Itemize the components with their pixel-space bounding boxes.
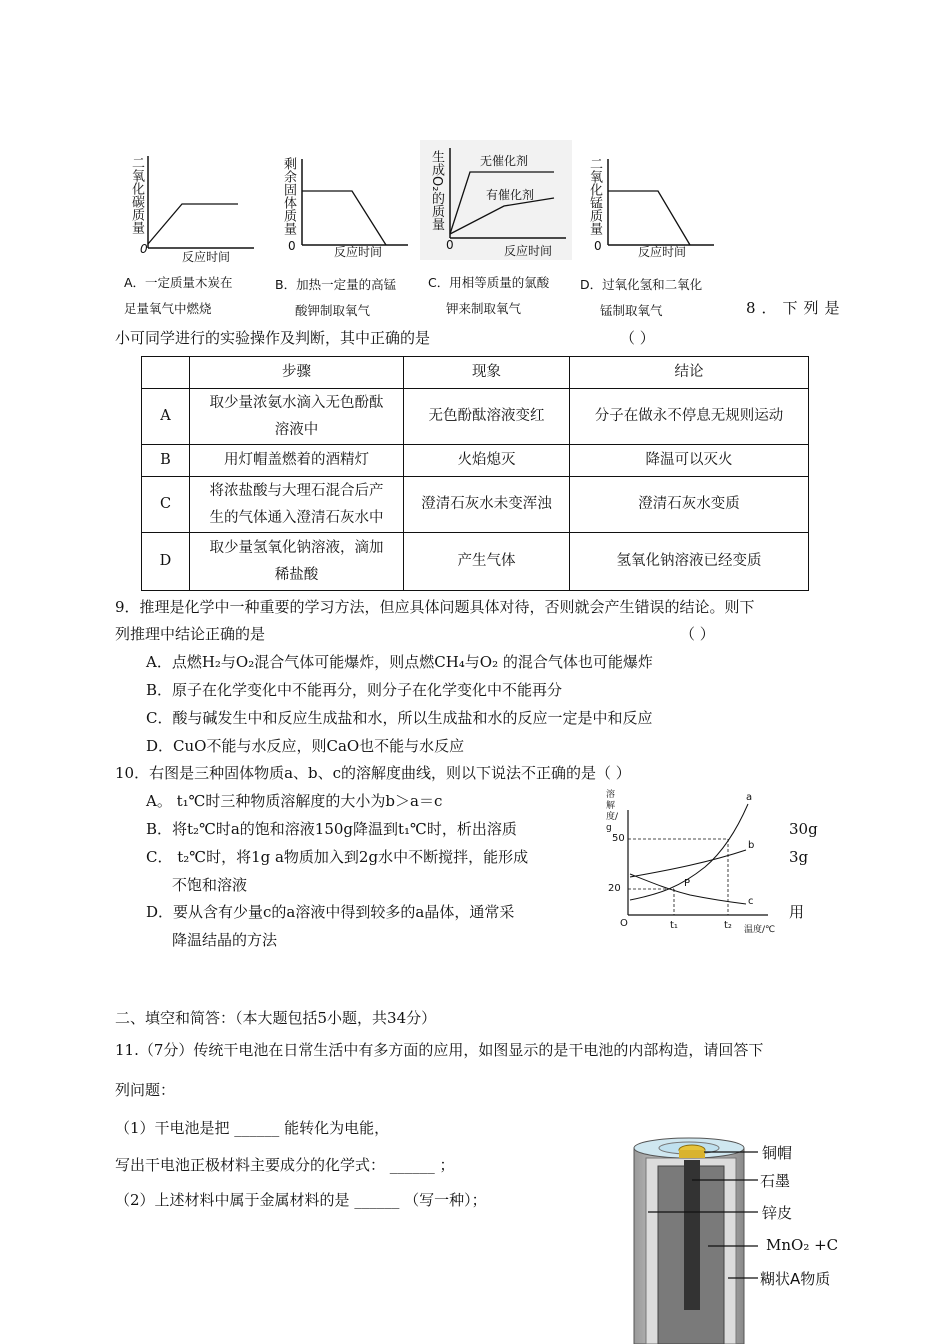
graph-c-curve2-label: 有催化剂 bbox=[486, 188, 535, 202]
q8-header-conclusion: 结论 bbox=[570, 357, 809, 389]
q10-option-a: A。 t₁℃时三种物质溶解度的大小为b＞a＝c bbox=[146, 792, 443, 810]
caption-a-line1: A．一定质量木炭在 bbox=[124, 275, 233, 290]
caption-c bbox=[428, 270, 549, 322]
solubility-t1: t₁ bbox=[670, 920, 678, 931]
solubility-y50: 50 bbox=[612, 833, 625, 844]
caption-d-line2: 锰制取氧气 bbox=[600, 303, 663, 318]
q9-option-c: C．酸与碱发生中和反应生成盐和水，所以生成盐和水的反应一定是中和反应 bbox=[146, 709, 653, 727]
caption-c-line2: 钾来制取氧气 bbox=[446, 301, 522, 316]
graph-a-curve bbox=[148, 204, 238, 244]
q8-row-label: A bbox=[142, 389, 190, 445]
curve-b bbox=[630, 850, 746, 877]
q8-conclusion: 降温可以灭火 bbox=[570, 445, 809, 477]
q8-row-b bbox=[142, 445, 809, 477]
graph-a-origin: 0 bbox=[140, 242, 148, 256]
q8-header-phenomenon: 现象 bbox=[404, 357, 570, 389]
solubility-origin: O bbox=[620, 918, 628, 929]
q8-header-step: 步骤 bbox=[190, 357, 404, 389]
q8-phenomenon: 产生气体 bbox=[404, 533, 570, 591]
q10-stem: 10．右图是三种固体物质a、b、c的溶解度曲线，则以下说法不正确的是（ ） bbox=[115, 764, 631, 782]
q8-row-label: D bbox=[142, 533, 190, 591]
solubility-ylabel: 溶解度/g bbox=[606, 790, 619, 833]
q8-step-line1: 取少量氢氧化钠溶液，滴加 bbox=[209, 539, 384, 556]
q11-part1: （1）干电池是把 ______ 能转化为电能， bbox=[115, 1119, 390, 1137]
solubility-xlabel: 温度/℃ bbox=[744, 925, 776, 935]
solubility-y20: 20 bbox=[608, 883, 621, 894]
caption-b bbox=[275, 272, 396, 324]
q10-option-c-line2: 不饱和溶液 bbox=[172, 876, 248, 894]
graph-a-ylabel: 二氧化碳质量 bbox=[129, 156, 144, 234]
graph-c-xlabel: 反应时间 bbox=[504, 244, 553, 258]
graph-b bbox=[282, 155, 412, 267]
q8-number: 8．下列是 bbox=[746, 299, 846, 317]
q8-header-row bbox=[142, 357, 809, 389]
q11-part1-formula: 写出干电池正极材料主要成分的化学式： ______ ； bbox=[115, 1156, 455, 1174]
q11-part2: （2）上述材料中属于金属材料的是 ______ （写一种）； bbox=[115, 1191, 487, 1209]
caption-b-line2: 酸钾制取氧气 bbox=[295, 303, 371, 318]
q8-row-label: C bbox=[142, 477, 190, 533]
graph-c-ylabel: 生成O₂的质量 bbox=[429, 150, 444, 231]
q9-paren: （ ） bbox=[680, 625, 715, 643]
q8-row-a bbox=[142, 389, 809, 445]
graph-d-curve bbox=[608, 191, 690, 245]
graph-c-origin: 0 bbox=[446, 238, 454, 252]
q8-conclusion: 分子在做永不停息无规则运动 bbox=[570, 389, 809, 445]
graph-c-curve-no-catalyst bbox=[450, 172, 554, 234]
q8-conclusion: 氢氧化钠溶液已经变质 bbox=[570, 533, 809, 591]
label-graphite: 石墨 bbox=[760, 1172, 791, 1190]
q8-row-d bbox=[142, 533, 809, 591]
graph-b-ylabel: 剩余固体质量 bbox=[281, 157, 296, 235]
label-paste: 糊状A物质 bbox=[760, 1270, 831, 1288]
caption-d-line1: D．过氧化氢和二氧化 bbox=[580, 277, 703, 292]
q8-row-label: B bbox=[142, 445, 190, 477]
q8-step bbox=[190, 477, 404, 533]
q8-step-line2: 溶液中 bbox=[274, 421, 319, 438]
section-2-heading: 二、填空和简答：（本大题包括5小题，共34分） bbox=[115, 1009, 437, 1027]
solubility-graph bbox=[600, 782, 780, 942]
label-copper-cap: 铜帽 bbox=[762, 1144, 793, 1162]
graph-d-ylabel: 二氧化锰质量 bbox=[587, 157, 602, 235]
caption-b-line1: B．加热一定量的高锰 bbox=[275, 277, 397, 292]
q8-conclusion: 澄清石灰水变质 bbox=[570, 477, 809, 533]
q8-header-blank bbox=[142, 357, 190, 389]
battery-diagram bbox=[628, 1128, 850, 1344]
q9-option-b: B．原子在化学变化中不能再分，则分子在化学变化中不能再分 bbox=[146, 681, 563, 699]
caption-c-line1: C．用相等质量的氯酸 bbox=[428, 275, 550, 290]
curve-c-label: c bbox=[748, 896, 754, 907]
q10-option-b-end: 30g bbox=[789, 820, 818, 838]
graph-b-curve bbox=[302, 191, 386, 245]
graph-d-origin: 0 bbox=[594, 239, 602, 253]
q9-option-a: A．点燃H₂与O₂混合气体可能爆炸，则点燃CH₄与O₂ 的混合气体也可能爆炸 bbox=[146, 653, 653, 671]
q9-option-d: D．CuO不能与水反应，则CaO也不能与水反应 bbox=[146, 737, 465, 755]
point-p-label: P bbox=[684, 878, 691, 889]
q8-table bbox=[141, 356, 809, 591]
curve-b-label: b bbox=[748, 840, 755, 851]
q10-option-c-line1: C． t₂℃时，将1g a物质加入到2g水中不断搅拌，能形成 bbox=[146, 848, 529, 866]
graph-b-plot bbox=[296, 155, 412, 255]
q10-option-c-end: 3g bbox=[789, 848, 809, 866]
q8-phenomenon: 火焰熄灭 bbox=[404, 445, 570, 477]
graph-c-curve-catalyst bbox=[450, 198, 554, 234]
q8-paren: （ ） bbox=[620, 329, 655, 347]
q8-step-line2: 生的气体通入澄清石灰水中 bbox=[209, 509, 384, 526]
q8-phenomenon: 无色酚酞溶液变红 bbox=[404, 389, 570, 445]
graph-a-xlabel: 反应时间 bbox=[182, 250, 231, 264]
graph-a-plot bbox=[142, 150, 258, 250]
caption-a-line2: 足量氧气中燃烧 bbox=[124, 301, 212, 316]
q8-row-c bbox=[142, 477, 809, 533]
q9-stem-line2: 列推理中结论正确的是 bbox=[115, 625, 266, 643]
q8-step bbox=[190, 533, 404, 591]
q10-option-d-line2: 降温结晶的方法 bbox=[172, 931, 278, 949]
graph-c-curve1-label: 无催化剂 bbox=[480, 154, 529, 168]
graph-b-origin: 0 bbox=[288, 239, 296, 253]
caption-d bbox=[580, 272, 702, 324]
label-zinc: 锌皮 bbox=[762, 1204, 793, 1222]
graph-d bbox=[588, 155, 718, 267]
q8-step-line2: 稀盐酸 bbox=[274, 566, 319, 583]
q10-option-d-line1: D．要从含有少量c的a溶液中得到较多的a晶体，通常采 bbox=[146, 903, 515, 921]
q10-option-d-end: 用 bbox=[789, 903, 805, 921]
graph-b-xlabel: 反应时间 bbox=[334, 245, 383, 259]
label-mno2: MnO₂ +C bbox=[766, 1236, 839, 1254]
graph-d-xlabel: 反应时间 bbox=[638, 245, 687, 259]
caption-a bbox=[124, 270, 233, 322]
graph-d-plot bbox=[602, 155, 718, 255]
q8-step: 用灯帽盖燃着的酒精灯 bbox=[190, 445, 404, 477]
solubility-t2: t₂ bbox=[724, 920, 732, 931]
q8-phenomenon: 澄清石灰水未变浑浊 bbox=[404, 477, 570, 533]
graph-a bbox=[128, 150, 258, 262]
q8-stem: 小可同学进行的实验操作及判断，其中正确的是 bbox=[115, 329, 431, 347]
graph-c bbox=[420, 140, 572, 260]
q11-stem-line2: 列问题： bbox=[115, 1081, 176, 1099]
q8-step bbox=[190, 389, 404, 445]
q9-stem-line1: 9．推理是化学中一种重要的学习方法，但应具体问题具体对待，否则就会产生错误的结论。则下 bbox=[115, 598, 755, 616]
q11-stem-line1: 11.（7分）传统干电池在日常生活中有多方面的应用，如图显示的是干电池的内部构造，请回答下 bbox=[115, 1041, 764, 1059]
q10-option-b: B．将t₂℃时a的饱和溶液150g降温到t₁℃时，析出溶质 bbox=[146, 820, 517, 838]
q8-step-line1: 将浓盐酸与大理石混合后产 bbox=[209, 482, 384, 499]
curve-a-label: a bbox=[746, 792, 753, 803]
q8-step-line1: 取少量浓氨水滴入无色酚酞 bbox=[209, 394, 384, 411]
